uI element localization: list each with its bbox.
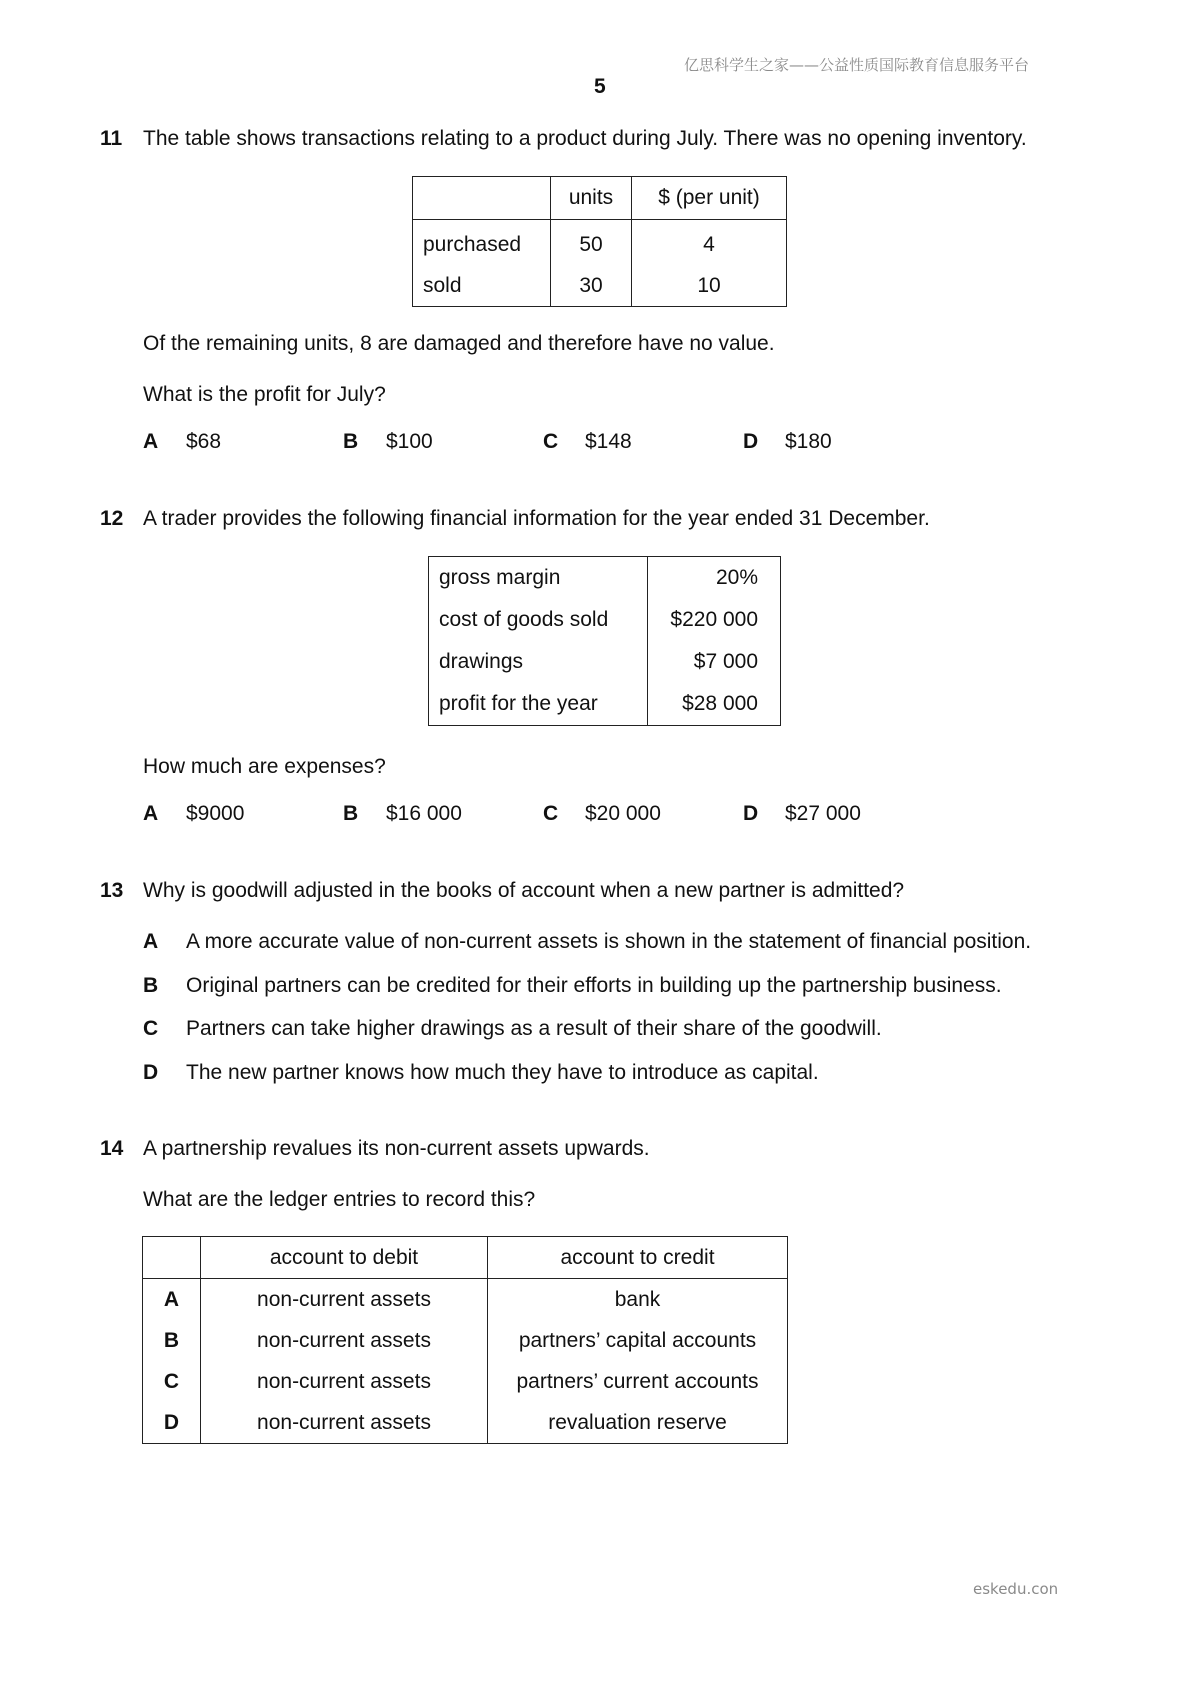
question-number: 14 <box>100 1137 124 1160</box>
table-header-cell: account to debit <box>201 1237 488 1279</box>
option-letter: B <box>343 430 359 453</box>
table-cell: 50 <box>551 220 632 267</box>
question-text: Why is goodwill adjusted in the books of account when a new partner is admitted? <box>143 879 905 902</box>
table-header-cell <box>413 177 551 220</box>
table-header-cell <box>143 1237 201 1279</box>
option-letter: C <box>543 802 559 825</box>
table-row <box>429 683 781 726</box>
table-cell: non-current assets <box>201 1320 488 1361</box>
option-letter: A <box>143 430 159 453</box>
table-cell: partners’ current accounts <box>488 1361 788 1402</box>
table-row <box>429 641 781 683</box>
option-letter: D <box>743 802 759 825</box>
option-text: $180 <box>785 430 832 453</box>
option-text: $16 000 <box>386 802 462 825</box>
table-cell: purchased <box>413 220 551 267</box>
option-letter: B <box>143 974 159 997</box>
option-text: Partners can take higher drawings as a result of their share of the goodwill. <box>186 1017 882 1040</box>
table-row <box>413 220 787 267</box>
table-cell: 30 <box>551 266 632 307</box>
header-watermark: 亿思科学生之家——公益性质国际教育信息服务平台 <box>684 56 1030 74</box>
option-letter: C <box>143 1017 159 1040</box>
table-cell: B <box>143 1320 201 1361</box>
option-text: The new partner knows how much they have to introduce as capital. <box>186 1061 819 1084</box>
option-text: $9000 <box>186 802 245 825</box>
option-text: $27 000 <box>785 802 861 825</box>
option-text: $100 <box>386 430 433 453</box>
option-text: A more accurate value of non-current assets is shown in the statement of financial position. <box>186 930 1032 953</box>
transactions-table <box>412 176 787 307</box>
option-letter: A <box>143 930 159 953</box>
question-text: A partnership revalues its non-current assets upwards. <box>143 1137 650 1160</box>
table-cell: $220 000 <box>670 608 758 631</box>
option-letter: D <box>143 1061 159 1084</box>
option-text: $148 <box>585 430 632 453</box>
table-header-cell: units <box>551 177 632 220</box>
option-text: $20 000 <box>585 802 661 825</box>
table-cell: A <box>143 1279 201 1321</box>
table-row <box>413 266 787 307</box>
financial-info-table <box>428 556 781 726</box>
table-cell: D <box>143 1402 201 1444</box>
table-cell: profit for the year <box>429 683 648 726</box>
question-note: Of the remaining units, 8 are damaged and therefore have no value. <box>143 332 775 355</box>
table-cell: partners’ capital accounts <box>488 1320 788 1361</box>
table-cell: non-current assets <box>201 1279 488 1321</box>
option-text: Original partners can be credited for their efforts in building up the partnership business. <box>186 974 1002 997</box>
question-prompt: How much are expenses? <box>143 755 386 778</box>
table-cell: $28 000 <box>682 692 758 715</box>
option-text: $68 <box>186 430 222 453</box>
question-number: 13 <box>100 879 124 902</box>
question-number: 11 <box>100 127 123 150</box>
option-letter: C <box>543 430 559 453</box>
question-number: 12 <box>100 507 124 530</box>
table-header-cell: account to credit <box>488 1237 788 1279</box>
table-cell: $7 000 <box>693 650 758 673</box>
table-row <box>143 1361 788 1402</box>
table-row <box>143 1320 788 1361</box>
table-cell: bank <box>488 1279 788 1321</box>
table-cell: cost of goods sold <box>429 599 648 641</box>
page-number: 5 <box>594 75 606 98</box>
table-cell: sold <box>413 266 551 307</box>
table-cell: 10 <box>632 266 787 307</box>
question-text: The table shows transactions relating to a product during July. There was no opening inventory. <box>143 127 1027 150</box>
question-prompt: What are the ledger entries to record this? <box>143 1188 536 1211</box>
option-letter: A <box>143 802 159 825</box>
question-prompt: What is the profit for July? <box>143 383 386 406</box>
table-cell: 4 <box>632 220 787 267</box>
table-header-cell: $ (per unit) <box>632 177 787 220</box>
table-cell: revaluation reserve <box>488 1402 788 1444</box>
table-row <box>429 599 781 641</box>
table-row <box>143 1402 788 1444</box>
question-text: A trader provides the following financial information for the year ended 31 December. <box>143 507 930 530</box>
footer-site: eskedu.con <box>973 1580 1059 1598</box>
table-cell: C <box>143 1361 201 1402</box>
table-row <box>429 557 781 600</box>
ledger-entries-table <box>142 1236 788 1444</box>
table-cell: gross margin <box>429 557 648 600</box>
table-cell: drawings <box>429 641 648 683</box>
table-cell: non-current assets <box>201 1402 488 1444</box>
table-cell: 20% <box>715 566 758 589</box>
option-letter: B <box>343 802 359 825</box>
table-cell: non-current assets <box>201 1361 488 1402</box>
option-letter: D <box>743 430 759 453</box>
table-row <box>143 1279 788 1321</box>
